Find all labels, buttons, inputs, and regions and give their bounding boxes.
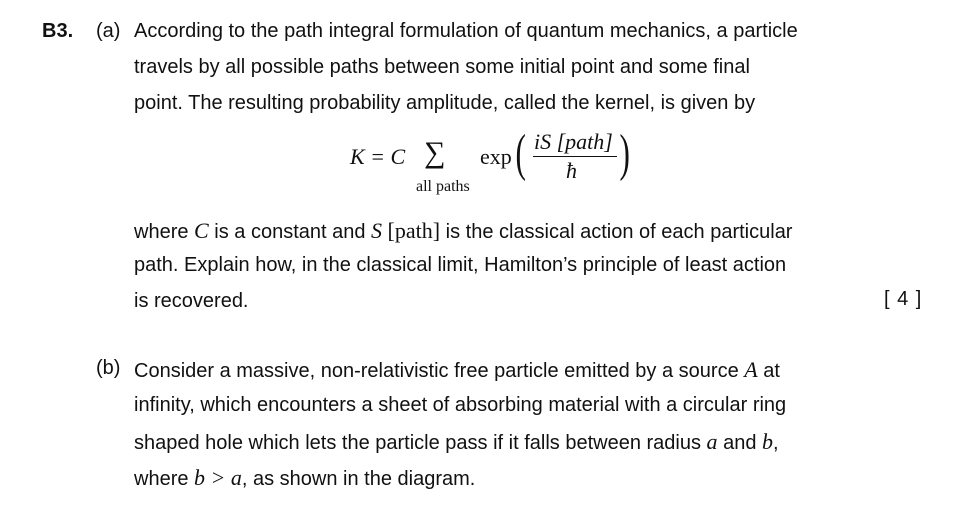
part-a-line-1: According to the path integral formulation of quantum mechanics, a particle [134, 20, 798, 42]
symbol-A: A [744, 357, 758, 382]
kernel-equation [350, 125, 650, 208]
part-b-line-4 [134, 465, 475, 491]
left-paren: ( [515, 125, 526, 182]
part-b-line-2: infinity, which encounters a sheet of absorbing material with a circular ring [134, 394, 787, 416]
equation-lhs: K = C [350, 144, 406, 169]
sum-subscript: all paths [416, 178, 470, 195]
text: where [134, 468, 195, 490]
question-number: B3. [42, 20, 74, 42]
path-bracket: [path] [382, 218, 441, 243]
part-b-line-1 [134, 357, 780, 383]
text: , as shown in the diagram. [241, 468, 476, 490]
part-b-label: (b) [96, 357, 121, 379]
part-a-line-3: point. The resulting probability amplitude, called the kernel, is given by [134, 92, 756, 114]
part-b-line-3 [134, 429, 779, 455]
part-a-line-2: travels by all possible paths between some initial point and some final [134, 56, 750, 78]
text: where [134, 221, 195, 243]
text: at [757, 360, 780, 382]
text: shaped hole which lets the particle pass if it falls between radius [134, 432, 707, 454]
marks-badge: [ 4 ] [884, 288, 923, 310]
part-a-after-line-3: is recovered. [134, 290, 249, 312]
symbol-b: b [762, 429, 774, 454]
text: is the classical action of each particular [440, 221, 793, 243]
inequality: b > a [194, 465, 242, 490]
fraction-numerator: iS [path] [534, 129, 613, 154]
symbol-a: a [706, 429, 718, 454]
fraction-bar [533, 156, 617, 157]
right-paren: ) [619, 125, 630, 182]
text: , [773, 432, 779, 454]
symbol-C: C [194, 218, 209, 243]
text: is a constant and [208, 221, 372, 243]
text: and [717, 432, 763, 454]
exp-function: exp [480, 144, 512, 169]
symbol-S: S [371, 218, 383, 243]
sum-symbol: ∑ [424, 136, 446, 169]
part-a-label: (a) [96, 20, 121, 42]
fraction-denominator: ħ [566, 158, 577, 183]
part-a-after-line-1 [134, 218, 792, 244]
text: Consider a massive, non-relativistic free particle emitted by a source [134, 360, 745, 382]
part-a-after-line-2: path. Explain how, in the classical limit, Hamilton’s principle of least action [134, 254, 787, 276]
